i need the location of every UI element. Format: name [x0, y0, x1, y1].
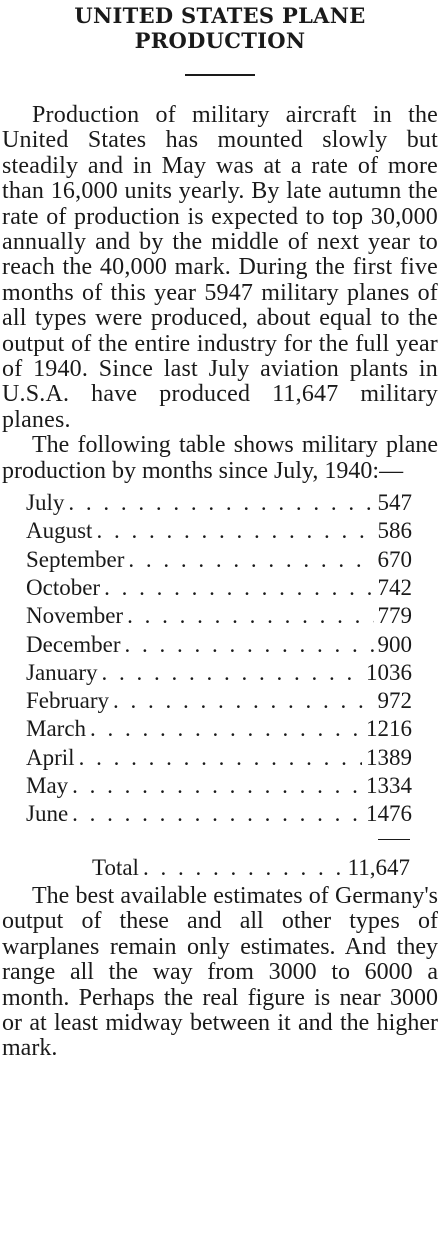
month-label: May [26, 773, 69, 799]
month-label: December [26, 631, 121, 657]
table-intro-paragraph: The following table shows military plane production by months since July, 1940:— [2, 432, 438, 484]
production-table [2, 489, 438, 882]
month-value: 1216 [366, 716, 412, 742]
table-row [2, 800, 438, 828]
month-value: 972 [377, 688, 412, 714]
month-label: March [26, 716, 87, 742]
month-label: July [26, 490, 65, 516]
table-row [2, 631, 438, 659]
month-value: 1389 [366, 744, 412, 770]
month-value: 900 [377, 631, 412, 657]
table-row [2, 687, 438, 715]
sum-rule [378, 839, 410, 840]
dot-leader [113, 687, 373, 715]
month-label: September [26, 546, 125, 572]
table-row [2, 772, 438, 800]
dot-leader [143, 854, 344, 882]
month-value: 1036 [366, 659, 412, 685]
dot-leader [72, 772, 362, 800]
dot-leader [102, 659, 362, 687]
table-row [2, 517, 438, 545]
headline-divider [185, 74, 255, 76]
total-value: 11,647 [347, 854, 410, 880]
table-row [2, 659, 438, 687]
total-row [2, 854, 438, 882]
month-value: 670 [377, 546, 412, 572]
dot-leader [90, 715, 362, 743]
headline: UNITED STATES PLANE PRODUCTION [74, 3, 366, 53]
dot-leader [128, 546, 373, 574]
month-value: 586 [377, 518, 412, 544]
month-label: February [26, 688, 110, 714]
dot-leader [79, 744, 362, 772]
table-row [2, 602, 438, 630]
month-label: October [26, 574, 101, 600]
total-label: Total [92, 854, 139, 880]
table-row [2, 744, 438, 772]
month-value: 742 [377, 574, 412, 600]
month-value: 547 [377, 490, 412, 516]
month-label: January [26, 659, 98, 685]
month-label: August [26, 518, 93, 544]
table-row [2, 715, 438, 743]
dot-leader [72, 800, 362, 828]
dot-leader [96, 517, 373, 545]
table-row [2, 489, 438, 517]
dot-leader [68, 489, 373, 517]
table-row [2, 546, 438, 574]
intro-paragraph: Production of military aircraft in the United States has mounted slowly but steadily and in May was at a rate of more than 16,000 units yearly. By late autumn the rate of production is expected to top 30,000 annually and by the middle of next year to reach the 40,000 mark. During the first five months of this year 5947 military planes of all types were produced, about equal to the output of the entire industry for the full year of 1940. Since last July aviation plants in U.S.A. have produced 11,647 military planes. [2, 102, 438, 433]
month-label: November [26, 603, 124, 629]
month-value: 1476 [366, 801, 412, 827]
month-value: 1334 [366, 773, 412, 799]
month-label: April [26, 744, 75, 770]
dot-leader [125, 631, 374, 659]
dot-leader [127, 602, 373, 630]
dot-leader [104, 574, 373, 602]
table-row [2, 574, 438, 602]
month-label: June [26, 801, 69, 827]
closing-paragraph: The best available estimates of Germany's output of these and all other types of warplanes remain only estimates. And they range all the way from 3000 to 6000 a month. Perhaps the real figure is near 3000 or at least midway between it and the higher mark. [2, 882, 438, 1062]
month-value: 779 [377, 603, 412, 629]
